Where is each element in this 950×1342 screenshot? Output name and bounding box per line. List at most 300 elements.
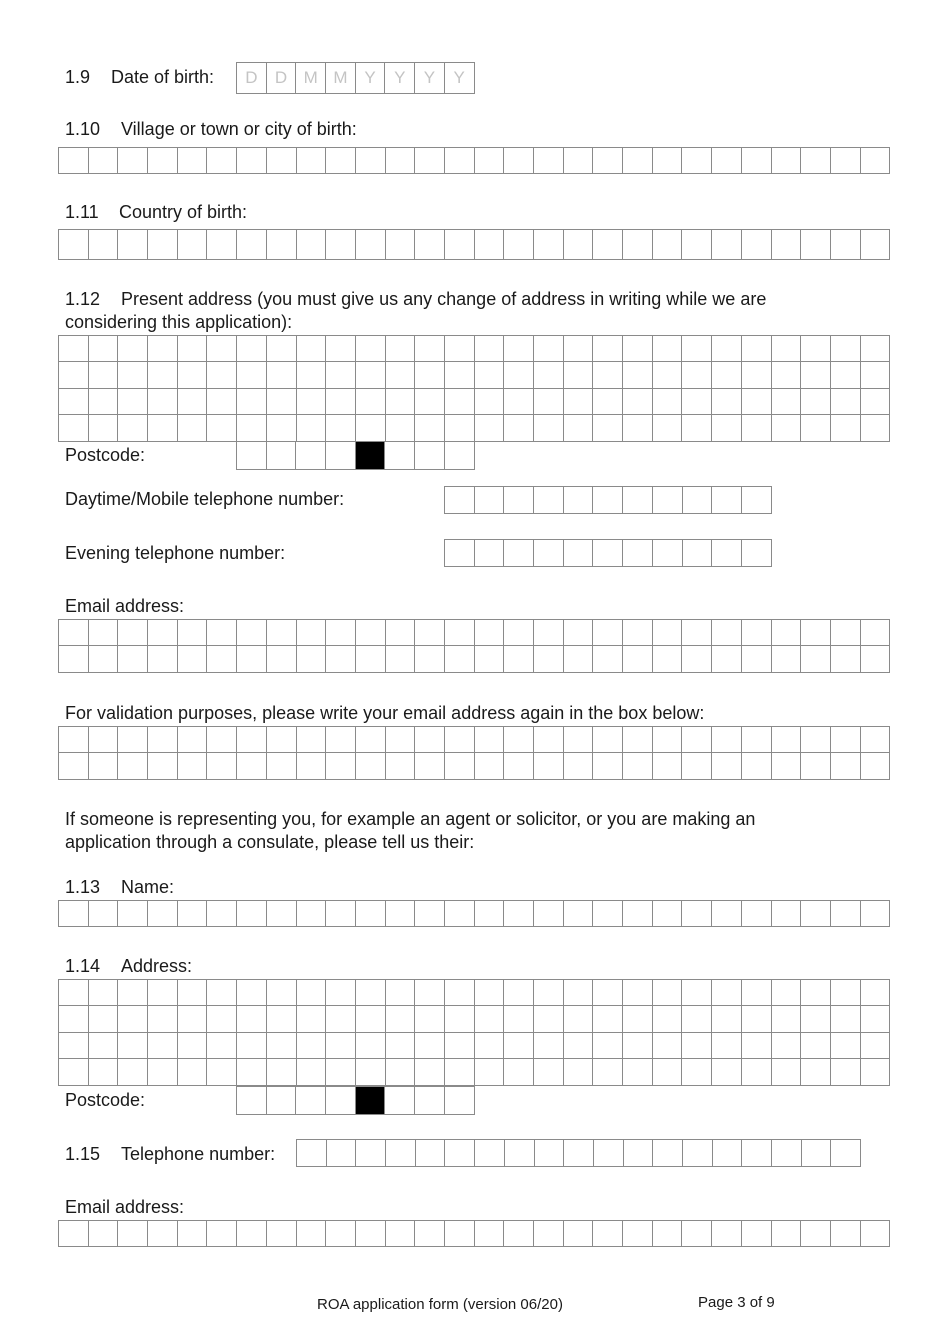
char-box[interactable] — [386, 901, 416, 927]
char-box[interactable] — [742, 727, 772, 753]
char-box[interactable] — [772, 901, 802, 927]
char-box[interactable] — [801, 230, 831, 260]
char-box[interactable] — [118, 901, 148, 927]
dob-char-box[interactable]: D — [237, 63, 267, 94]
char-box[interactable] — [535, 1140, 565, 1167]
rep-name-field[interactable] — [58, 900, 890, 927]
char-box[interactable] — [237, 1059, 267, 1085]
char-box[interactable] — [297, 362, 327, 388]
char-box[interactable] — [118, 620, 148, 646]
char-box[interactable] — [445, 901, 475, 927]
char-box[interactable] — [148, 1006, 178, 1032]
char-box[interactable] — [712, 540, 742, 567]
char-box[interactable] — [801, 415, 831, 441]
char-box[interactable] — [415, 389, 445, 415]
char-box[interactable] — [178, 148, 208, 174]
char-box[interactable] — [534, 540, 564, 567]
dob-field[interactable] — [236, 62, 475, 94]
char-box[interactable] — [415, 646, 445, 672]
char-box[interactable] — [712, 415, 742, 441]
char-box[interactable] — [445, 1221, 475, 1247]
char-box[interactable] — [593, 389, 623, 415]
char-box[interactable] — [534, 1006, 564, 1032]
char-box[interactable] — [475, 148, 505, 174]
char-box[interactable] — [683, 540, 713, 567]
char-box[interactable] — [415, 415, 445, 441]
char-box[interactable] — [178, 1033, 208, 1059]
char-box[interactable] — [148, 980, 178, 1006]
char-box[interactable] — [653, 540, 683, 567]
char-box[interactable] — [653, 362, 683, 388]
char-box[interactable] — [712, 487, 742, 514]
char-box[interactable] — [831, 901, 861, 927]
char-box[interactable] — [178, 753, 208, 779]
char-box[interactable] — [831, 727, 861, 753]
char-box[interactable] — [475, 415, 505, 441]
char-box[interactable] — [623, 620, 653, 646]
char-box[interactable] — [267, 389, 297, 415]
char-box[interactable] — [297, 230, 327, 260]
char-box[interactable] — [564, 620, 594, 646]
char-box[interactable] — [564, 1221, 594, 1247]
char-box[interactable] — [801, 1033, 831, 1059]
char-box[interactable] — [682, 415, 712, 441]
char-box[interactable] — [861, 980, 891, 1006]
char-box[interactable] — [475, 362, 505, 388]
char-box[interactable] — [356, 336, 386, 362]
char-box[interactable] — [534, 1033, 564, 1059]
char-box[interactable] — [682, 901, 712, 927]
char-box[interactable] — [386, 1221, 416, 1247]
char-box[interactable] — [742, 1221, 772, 1247]
char-box[interactable] — [861, 230, 891, 260]
char-box[interactable] — [623, 487, 653, 514]
char-box[interactable] — [207, 389, 237, 415]
char-box[interactable] — [267, 1006, 297, 1032]
char-box[interactable] — [475, 727, 505, 753]
char-box[interactable] — [237, 442, 267, 470]
char-box[interactable] — [356, 727, 386, 753]
char-box[interactable] — [386, 1006, 416, 1032]
char-box[interactable] — [831, 336, 861, 362]
char-box[interactable] — [445, 753, 475, 779]
char-box[interactable] — [178, 1006, 208, 1032]
char-box[interactable] — [682, 1006, 712, 1032]
char-box[interactable] — [475, 1059, 505, 1085]
char-box[interactable] — [178, 415, 208, 441]
char-box[interactable] — [861, 389, 891, 415]
char-box[interactable] — [534, 1059, 564, 1085]
char-box[interactable] — [861, 148, 891, 174]
char-box[interactable] — [326, 1059, 356, 1085]
char-box[interactable] — [564, 727, 594, 753]
char-box[interactable] — [386, 389, 416, 415]
char-box[interactable] — [207, 1221, 237, 1247]
char-box[interactable] — [564, 487, 594, 514]
char-box[interactable] — [445, 230, 475, 260]
char-box[interactable] — [118, 1006, 148, 1032]
rep-address-field[interactable] — [58, 979, 890, 1086]
char-box[interactable] — [504, 1006, 534, 1032]
char-box[interactable] — [297, 148, 327, 174]
char-box[interactable] — [564, 415, 594, 441]
rep-postcode-field[interactable] — [236, 1086, 475, 1115]
char-box[interactable] — [861, 415, 891, 441]
char-box[interactable] — [415, 1006, 445, 1032]
char-box[interactable] — [148, 362, 178, 388]
char-box[interactable] — [475, 336, 505, 362]
char-box[interactable] — [504, 727, 534, 753]
char-box[interactable] — [712, 901, 742, 927]
char-box[interactable] — [593, 727, 623, 753]
dob-char-box[interactable]: Y — [415, 63, 445, 94]
char-box[interactable] — [415, 1087, 445, 1115]
char-box[interactable] — [772, 620, 802, 646]
char-box[interactable] — [415, 1033, 445, 1059]
char-box[interactable] — [593, 620, 623, 646]
char-box[interactable] — [267, 362, 297, 388]
char-box[interactable] — [445, 1033, 475, 1059]
char-box[interactable] — [267, 727, 297, 753]
char-box[interactable] — [89, 336, 119, 362]
char-box[interactable] — [148, 646, 178, 672]
char-box[interactable] — [801, 980, 831, 1006]
char-box[interactable] — [772, 148, 802, 174]
char-box[interactable] — [653, 646, 683, 672]
char-box[interactable] — [356, 362, 386, 388]
char-box[interactable] — [475, 1221, 505, 1247]
char-box[interactable] — [148, 901, 178, 927]
char-box[interactable] — [772, 230, 802, 260]
char-box[interactable] — [534, 389, 564, 415]
char-box[interactable] — [386, 230, 416, 260]
char-box[interactable] — [297, 1059, 327, 1085]
char-box[interactable] — [653, 336, 683, 362]
char-box[interactable] — [356, 620, 386, 646]
char-box[interactable] — [445, 362, 475, 388]
char-box[interactable] — [593, 336, 623, 362]
char-box[interactable] — [623, 230, 653, 260]
char-box[interactable] — [653, 1221, 683, 1247]
char-box[interactable] — [534, 901, 564, 927]
char-box[interactable] — [118, 336, 148, 362]
char-box[interactable] — [623, 148, 653, 174]
char-box[interactable] — [148, 336, 178, 362]
char-box[interactable] — [623, 727, 653, 753]
char-box[interactable] — [564, 336, 594, 362]
char-box[interactable] — [653, 1059, 683, 1085]
char-box[interactable] — [653, 415, 683, 441]
char-box[interactable] — [59, 646, 89, 672]
char-box[interactable] — [475, 230, 505, 260]
char-box[interactable] — [207, 901, 237, 927]
char-box[interactable] — [682, 336, 712, 362]
char-box[interactable] — [623, 389, 653, 415]
char-box[interactable] — [89, 148, 119, 174]
char-box[interactable] — [742, 646, 772, 672]
char-box[interactable] — [861, 727, 891, 753]
char-box[interactable] — [475, 620, 505, 646]
char-box[interactable] — [564, 362, 594, 388]
char-box[interactable] — [297, 1006, 327, 1032]
char-box[interactable] — [59, 1033, 89, 1059]
char-box[interactable] — [653, 148, 683, 174]
char-box[interactable] — [445, 646, 475, 672]
char-box[interactable] — [861, 901, 891, 927]
char-box[interactable] — [831, 1140, 861, 1167]
char-box[interactable] — [831, 1059, 861, 1085]
char-box[interactable] — [386, 646, 416, 672]
char-box[interactable] — [148, 415, 178, 441]
char-box[interactable] — [623, 646, 653, 672]
char-box[interactable] — [593, 1033, 623, 1059]
char-box[interactable] — [59, 620, 89, 646]
birth-place-field[interactable] — [58, 147, 890, 174]
char-box[interactable] — [772, 1140, 802, 1167]
char-box[interactable] — [801, 727, 831, 753]
char-box[interactable] — [861, 362, 891, 388]
evening-phone-field[interactable] — [444, 539, 772, 567]
char-box[interactable] — [564, 148, 594, 174]
char-box[interactable] — [623, 1033, 653, 1059]
char-box[interactable] — [237, 230, 267, 260]
char-box[interactable] — [385, 1087, 415, 1115]
char-box[interactable] — [59, 753, 89, 779]
char-box[interactable] — [742, 362, 772, 388]
char-box[interactable] — [504, 148, 534, 174]
dob-char-box[interactable]: D — [267, 63, 297, 94]
char-box[interactable] — [356, 415, 386, 441]
char-box[interactable] — [593, 230, 623, 260]
char-box[interactable] — [831, 1221, 861, 1247]
char-box[interactable] — [356, 1059, 386, 1085]
char-box[interactable] — [653, 1033, 683, 1059]
char-box[interactable] — [386, 1140, 416, 1167]
char-box[interactable] — [118, 1033, 148, 1059]
char-box[interactable] — [267, 901, 297, 927]
char-box[interactable] — [118, 148, 148, 174]
present-address-field[interactable] — [58, 335, 890, 442]
char-box[interactable] — [772, 753, 802, 779]
char-box[interactable] — [267, 620, 297, 646]
char-box[interactable] — [564, 980, 594, 1006]
char-box[interactable] — [712, 1221, 742, 1247]
char-box[interactable] — [59, 1059, 89, 1085]
char-box[interactable] — [386, 336, 416, 362]
char-box[interactable] — [297, 980, 327, 1006]
char-box[interactable] — [742, 415, 772, 441]
char-box[interactable] — [534, 753, 564, 779]
char-box[interactable] — [475, 646, 505, 672]
char-box[interactable] — [326, 1087, 356, 1115]
char-box[interactable] — [593, 362, 623, 388]
char-box[interactable] — [59, 901, 89, 927]
char-box[interactable] — [415, 980, 445, 1006]
char-box[interactable] — [59, 389, 89, 415]
char-box[interactable] — [237, 336, 267, 362]
char-box[interactable] — [861, 1033, 891, 1059]
char-box[interactable] — [118, 980, 148, 1006]
char-box[interactable] — [326, 1033, 356, 1059]
char-box[interactable] — [326, 620, 356, 646]
char-box[interactable] — [594, 1140, 624, 1167]
char-box[interactable] — [148, 1059, 178, 1085]
char-box[interactable] — [564, 389, 594, 415]
char-box[interactable] — [564, 1140, 594, 1167]
char-box[interactable] — [326, 362, 356, 388]
char-box[interactable] — [356, 148, 386, 174]
char-box[interactable] — [504, 901, 534, 927]
char-box[interactable] — [682, 753, 712, 779]
char-box[interactable] — [831, 230, 861, 260]
char-box[interactable] — [653, 620, 683, 646]
rep-phone-field[interactable] — [296, 1139, 861, 1167]
char-box[interactable] — [356, 646, 386, 672]
char-box[interactable] — [118, 362, 148, 388]
char-box[interactable] — [564, 1059, 594, 1085]
char-box[interactable] — [237, 362, 267, 388]
char-box[interactable] — [207, 620, 237, 646]
char-box[interactable] — [237, 1006, 267, 1032]
char-box[interactable] — [534, 980, 564, 1006]
char-box[interactable] — [118, 415, 148, 441]
char-box[interactable] — [297, 901, 327, 927]
char-box[interactable] — [831, 646, 861, 672]
char-box[interactable] — [593, 1006, 623, 1032]
char-box[interactable] — [148, 1033, 178, 1059]
char-box[interactable] — [59, 1006, 89, 1032]
char-box[interactable] — [861, 1006, 891, 1032]
char-box[interactable] — [148, 389, 178, 415]
char-box[interactable] — [831, 620, 861, 646]
char-box[interactable] — [89, 230, 119, 260]
char-box[interactable] — [801, 753, 831, 779]
char-box[interactable] — [623, 753, 653, 779]
char-box[interactable] — [801, 646, 831, 672]
char-box[interactable] — [623, 1059, 653, 1085]
char-box[interactable] — [326, 442, 356, 470]
char-box[interactable] — [326, 415, 356, 441]
dob-char-box[interactable]: M — [296, 63, 326, 94]
char-box[interactable] — [386, 620, 416, 646]
char-box[interactable] — [682, 646, 712, 672]
char-box[interactable] — [356, 1033, 386, 1059]
char-box[interactable] — [267, 1033, 297, 1059]
char-box[interactable] — [267, 415, 297, 441]
char-box[interactable] — [326, 646, 356, 672]
char-box[interactable] — [89, 415, 119, 441]
char-box[interactable] — [772, 1221, 802, 1247]
char-box[interactable] — [415, 727, 445, 753]
char-box[interactable] — [296, 442, 326, 470]
char-box[interactable] — [148, 753, 178, 779]
char-box[interactable] — [712, 727, 742, 753]
rep-email-field[interactable] — [58, 1220, 890, 1247]
char-box[interactable] — [326, 980, 356, 1006]
char-box[interactable] — [861, 1221, 891, 1247]
char-box[interactable] — [445, 1140, 475, 1167]
char-box[interactable] — [712, 1033, 742, 1059]
char-box[interactable] — [713, 1140, 743, 1167]
char-box[interactable] — [505, 1140, 535, 1167]
char-box[interactable] — [118, 1221, 148, 1247]
char-box[interactable] — [445, 1006, 475, 1032]
char-box[interactable] — [89, 646, 119, 672]
char-box[interactable] — [267, 230, 297, 260]
char-box[interactable] — [445, 442, 475, 470]
char-box[interactable] — [415, 336, 445, 362]
char-box[interactable] — [534, 148, 564, 174]
char-box[interactable] — [267, 646, 297, 672]
email-confirm-field[interactable] — [58, 726, 890, 780]
char-box[interactable] — [267, 442, 297, 470]
char-box[interactable] — [623, 1006, 653, 1032]
char-box[interactable] — [861, 336, 891, 362]
char-box[interactable] — [802, 1140, 832, 1167]
char-box[interactable] — [682, 1033, 712, 1059]
char-box[interactable] — [326, 901, 356, 927]
char-box[interactable] — [593, 540, 623, 567]
char-box[interactable] — [831, 980, 861, 1006]
char-box[interactable] — [89, 980, 119, 1006]
char-box[interactable] — [297, 1140, 327, 1167]
char-box[interactable] — [772, 980, 802, 1006]
char-box[interactable] — [178, 230, 208, 260]
char-box[interactable] — [831, 753, 861, 779]
char-box[interactable] — [564, 753, 594, 779]
char-box[interactable] — [742, 540, 772, 567]
char-box[interactable] — [118, 1059, 148, 1085]
char-box[interactable] — [297, 1221, 327, 1247]
char-box[interactable] — [504, 389, 534, 415]
char-box[interactable] — [445, 487, 475, 514]
char-box[interactable] — [356, 389, 386, 415]
char-box[interactable] — [59, 148, 89, 174]
char-box[interactable] — [712, 148, 742, 174]
char-box[interactable] — [772, 646, 802, 672]
char-box[interactable] — [593, 901, 623, 927]
char-box[interactable] — [653, 901, 683, 927]
char-box[interactable] — [831, 1006, 861, 1032]
char-box[interactable] — [356, 230, 386, 260]
char-box[interactable] — [831, 1033, 861, 1059]
char-box[interactable] — [237, 646, 267, 672]
char-box[interactable] — [682, 1059, 712, 1085]
char-box[interactable] — [504, 230, 534, 260]
char-box[interactable] — [682, 362, 712, 388]
char-box[interactable] — [178, 646, 208, 672]
char-box[interactable] — [386, 362, 416, 388]
char-box[interactable] — [504, 620, 534, 646]
char-box[interactable] — [59, 415, 89, 441]
char-box[interactable] — [683, 1140, 713, 1167]
char-box[interactable] — [772, 415, 802, 441]
char-box[interactable] — [653, 753, 683, 779]
char-box[interactable] — [356, 1221, 386, 1247]
char-box[interactable] — [237, 148, 267, 174]
char-box[interactable] — [445, 336, 475, 362]
char-box[interactable] — [831, 415, 861, 441]
char-box[interactable] — [178, 901, 208, 927]
char-box[interactable] — [475, 540, 505, 567]
char-box[interactable] — [801, 1006, 831, 1032]
char-box[interactable] — [593, 1059, 623, 1085]
char-box[interactable] — [118, 727, 148, 753]
char-box[interactable] — [504, 980, 534, 1006]
char-box[interactable] — [801, 389, 831, 415]
char-box[interactable] — [742, 620, 772, 646]
char-box[interactable] — [59, 362, 89, 388]
